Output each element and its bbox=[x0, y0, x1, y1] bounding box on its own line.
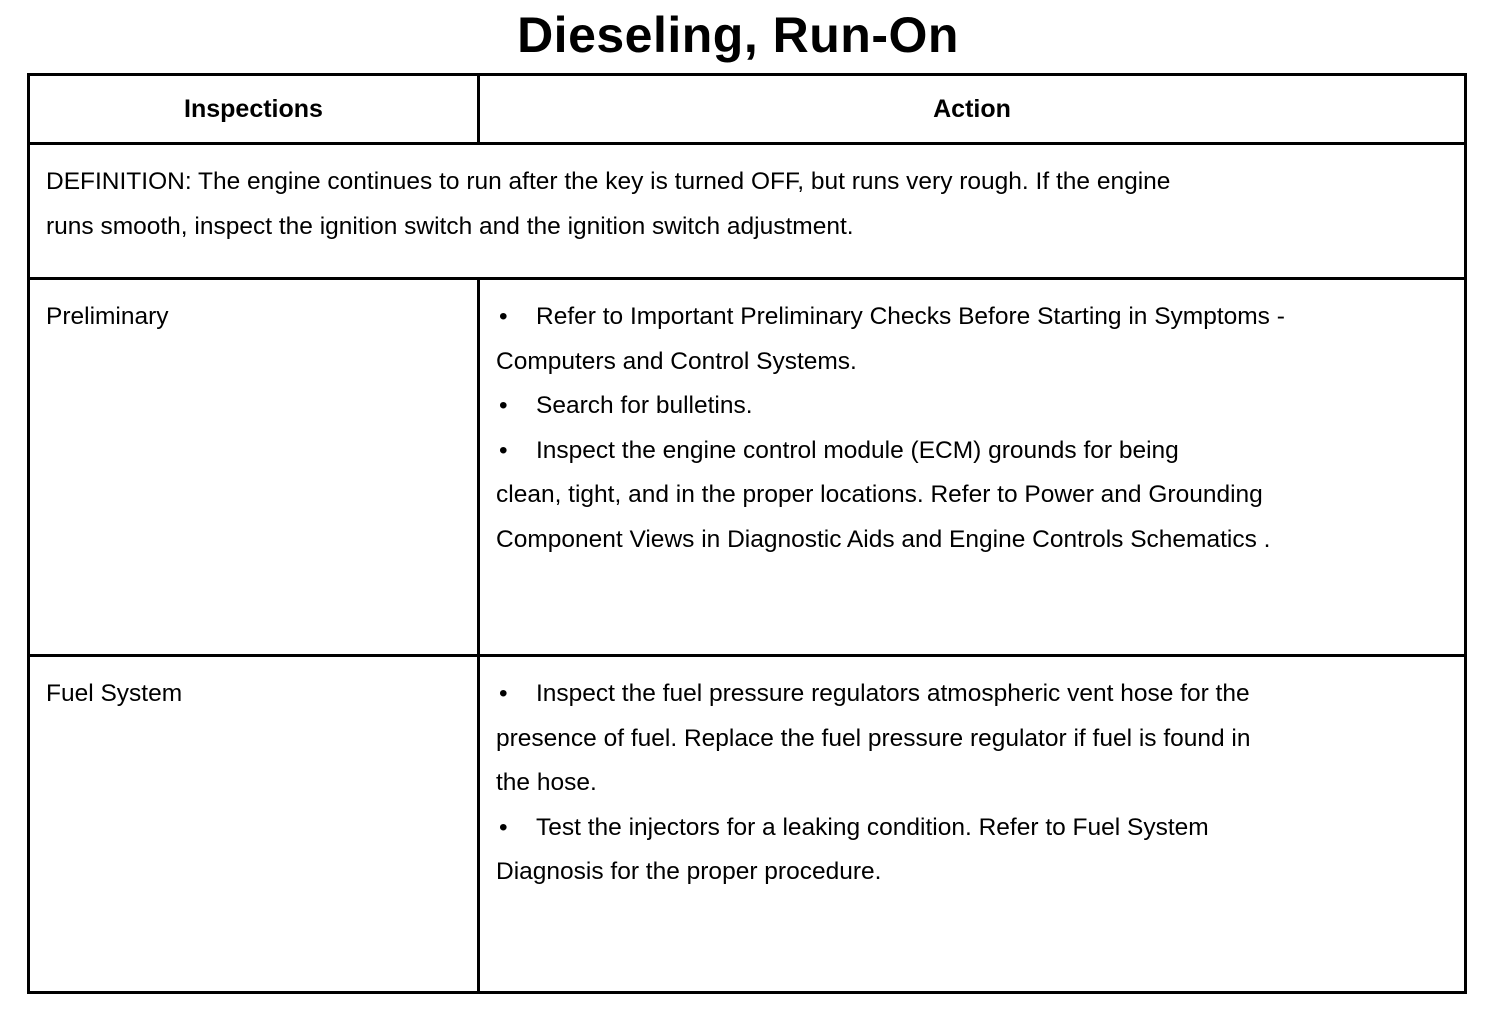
action-bullet-text: Test the injectors for a leaking condition. Refer to Fuel System bbox=[536, 813, 1209, 841]
bullet-marker: • bbox=[499, 813, 508, 841]
table-row-preliminary bbox=[29, 279, 1466, 656]
header-action: Action bbox=[479, 75, 1466, 144]
action-bullet-first-line bbox=[496, 295, 1448, 340]
action-bullet-item bbox=[496, 295, 1448, 384]
action-bullet-continuation: Diagnosis for the proper procedure. bbox=[496, 858, 882, 885]
action-bullet-first-line bbox=[496, 384, 1448, 429]
definition-line-1: DEFINITION: The engine continues to run after the key is turned OFF, but runs very rough. If the engine bbox=[46, 168, 1171, 195]
action-bullet-text: Search for bulletins. bbox=[536, 392, 753, 419]
action-bullet-item bbox=[496, 806, 1448, 895]
action-cell-fuel-system bbox=[479, 656, 1466, 993]
action-bullet-first-line bbox=[496, 806, 1448, 851]
bullet-marker: • bbox=[499, 303, 508, 330]
action-bullet-first-line bbox=[496, 429, 1448, 474]
action-bullet-continuation: Component Views in Diagnostic Aids and Engine Controls Schematics . bbox=[496, 525, 1271, 553]
action-cell-preliminary bbox=[479, 279, 1466, 656]
action-bullet-item bbox=[496, 429, 1448, 563]
action-bullet-continuation: presence of fuel. Replace the fuel pressure regulator if fuel is found in bbox=[496, 724, 1251, 752]
action-bullet-item bbox=[496, 672, 1448, 806]
inspection-label-preliminary: Preliminary bbox=[29, 279, 479, 656]
definition-row bbox=[29, 144, 1466, 279]
bullet-marker: • bbox=[499, 392, 508, 419]
action-bullet-text: Refer to Important Preliminary Checks Before Starting in Symptoms - bbox=[536, 303, 1285, 330]
definition-cell bbox=[29, 144, 1466, 279]
bullet-marker: • bbox=[499, 436, 508, 464]
action-bullet-continuation: the hose. bbox=[496, 769, 597, 796]
table-row-fuel-system bbox=[29, 656, 1466, 993]
action-bullet-first-line bbox=[496, 672, 1448, 717]
action-bullet-text: Inspect the fuel pressure regulators atmospheric vent hose for the bbox=[536, 680, 1250, 707]
definition-line-2: runs smooth, inspect the ignition switch and the ignition switch adjustment. bbox=[46, 212, 854, 240]
action-bullet-continuation: Computers and Control Systems. bbox=[496, 347, 857, 375]
diagnostic-table bbox=[27, 73, 1467, 994]
page-title: Dieseling, Run-On bbox=[517, 7, 959, 63]
header-row bbox=[29, 75, 1466, 144]
action-bullet-continuation: clean, tight, and in the proper locations. Refer to Power and Grounding bbox=[496, 481, 1263, 508]
inspection-label-fuel-system: Fuel System bbox=[29, 656, 479, 993]
action-bullet-text: Inspect the engine control module (ECM) grounds for being bbox=[536, 436, 1179, 464]
bullet-marker: • bbox=[499, 680, 508, 707]
action-bullet-item bbox=[496, 384, 1448, 429]
header-inspections: Inspections bbox=[29, 75, 479, 144]
